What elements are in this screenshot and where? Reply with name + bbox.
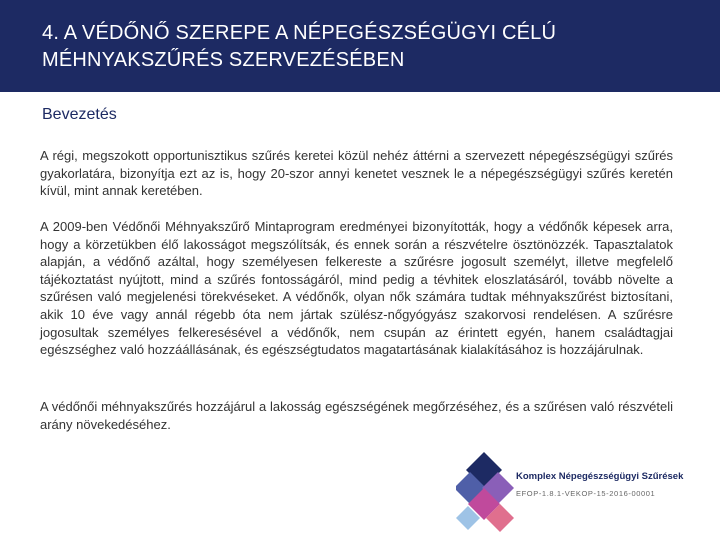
diamond-logo-icon <box>456 448 516 538</box>
pilot-program-paragraph: A 2009-ben Védőnői Méhnyakszűrő Mintaprogram eredményei bizonyították, hogy a védőnők képesek arra, hogy a körzetükben élő lakosságot megszólítsák, és ennek során a részvételre ösztönözzék. Tapasztalatok alapján, a védőnő azáltal, hogy személyesen felkereste a szűrésre jogosult személyt, illetve megfelelő tájékoztatást nyújtott, mind a szűrés fontosságáról, mind pedig a tévhitek eloszlatásáról, tovább növelte a szűrésen való megjelenési törekvéseket. A védőnők, olyan nők számára tudtak méhnyakszűrést biztosítani, akik 10 éve vagy annál régebb óta nem jártak szülész-nőgyógyász szakorvosi rendelésen. A szűrésre jogosultak személyes felkeresésével a védőnők, nem csupán az érintett egyén, hanem családtagjai egészséghez való hozzáállásának, és egészségtudatos magatartásának kialakításához is hozzájárulnak. <box>40 219 673 358</box>
logo-name: Komplex Népegészségügyi Szűrések <box>516 471 684 482</box>
slide-title: 4. A VÉDŐNŐ SZEREPE A NÉPEGÉSZSÉGÜGYI CÉLÚ MÉHNYAKSZŰRÉS SZERVEZÉSÉBEN <box>42 22 557 71</box>
section-heading: Bevezetés <box>42 106 117 123</box>
logo-project-code: EFOP-1.8.1-VEKOP-15-2016-00001 <box>516 489 656 498</box>
intro-paragraph: A régi, megszokott opportunisztikus szűrés keretei közül nehéz áttérni a szervezett népegészségügyi szűrés gyakorlatára, bizonyítja ezt az is, hogy 20-szor annyi kenetet vesznek le a népegészségügyi szűrés keretén kívül, mint annak keretében. <box>40 148 673 199</box>
title-banner <box>0 0 720 92</box>
conclusion-paragraph: A védőnői méhnyakszűrés hozzájárul a lakosság egészségének megőrzéséhez, és a szűrésen való részvételi arány növekedéséhez. <box>40 399 673 432</box>
program-logo <box>452 448 720 540</box>
